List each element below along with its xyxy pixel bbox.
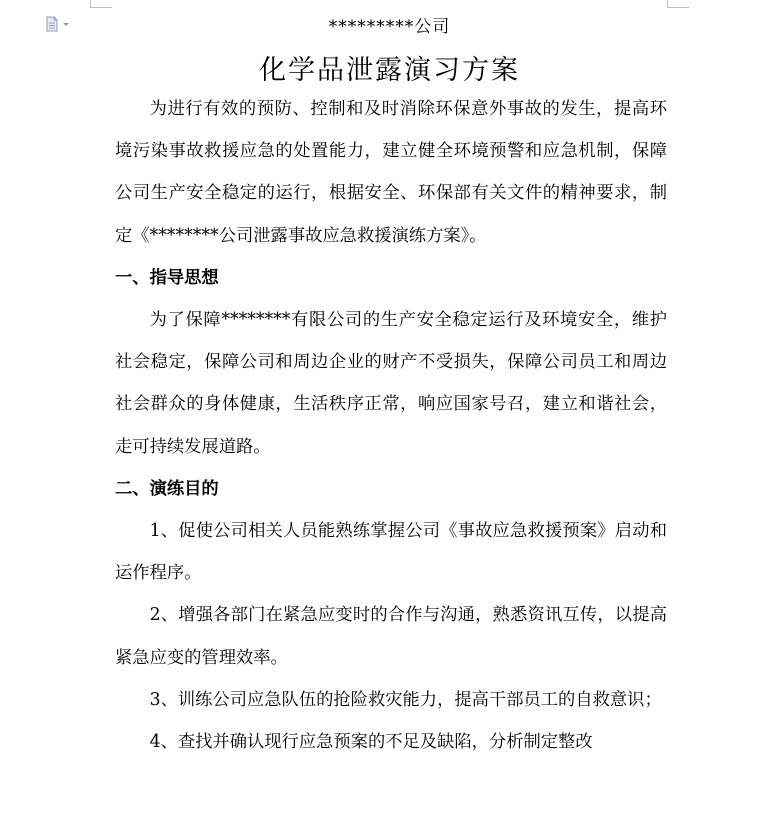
guiding-ideology-paragraph: 为了保障********有限公司的生产安全稳定运行及环境安全，维护社会稳定，保障公司和周边企业的财产不受损失，保障公司员工和周边社会群众的身体健康，生活秩序正常，响应国家号召，建立和谐社会，走可持续发展道路。	[115, 310, 667, 457]
section-heading-drill-purpose: 二、演练目的	[115, 478, 219, 499]
document-body	[115, 88, 667, 763]
corner-mark-left-horizontal	[90, 7, 112, 8]
purpose-item: 1、促使公司相关人员能熟练掌握公司《事故应急救援预案》启动和运作程序。	[115, 521, 667, 584]
section-heading-guiding-ideology: 一、指导思想	[115, 267, 219, 288]
purpose-item: 4、查找并确认现行应急预案的不足及缺陷，分析制定整改	[149, 732, 593, 753]
purpose-item: 3、训练公司应急队伍的抢险救灾能力，提高干部员工的自救意识；	[149, 689, 662, 710]
purpose-item: 2、增强各部门在紧急应变时的合作与沟通，熟悉资讯互传，以提高紧急应变的管理效率。	[115, 605, 667, 668]
corner-mark-right-horizontal	[667, 7, 689, 8]
document-header: *********公司	[328, 17, 451, 37]
document-title: 化学品泄露演习方案	[259, 55, 520, 86]
intro-paragraph: 为进行有效的预防、控制和及时消除环保意外事故的发生，提高环境污染事故救援应急的处置能力，建立健全环境预警和应急机制，保障公司生产安全稳定的运行，根据安全、环保部有关文件的精神要求，制定《********公司泄露事故应急救援演练方案》。	[115, 99, 667, 246]
